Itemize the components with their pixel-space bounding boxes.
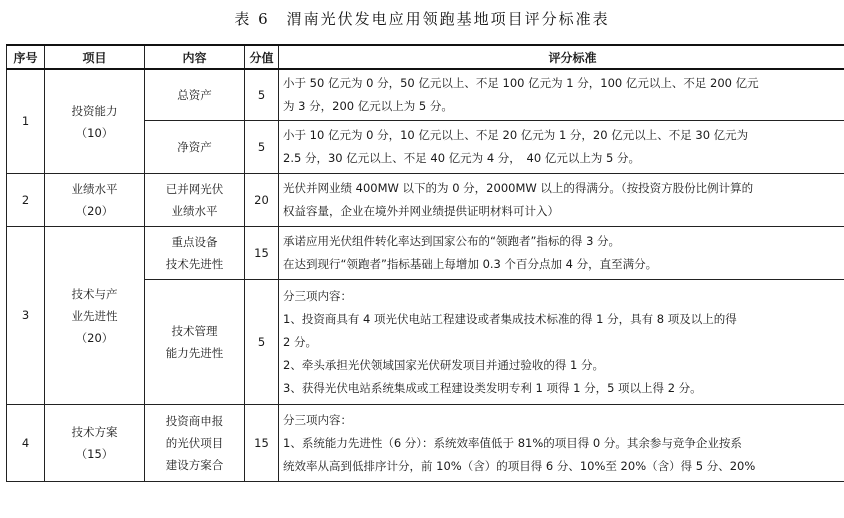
row-seq: 2 <box>7 174 45 227</box>
item-line: 技术方案 <box>71 425 118 439</box>
row-criteria <box>279 280 844 405</box>
row-content <box>145 227 245 280</box>
content-line: 总资产 <box>177 87 212 102</box>
row-score: 5 <box>245 280 279 405</box>
header-item: 项目 <box>45 45 145 69</box>
row-item <box>45 69 145 174</box>
row-item <box>45 174 145 227</box>
row-score: 5 <box>245 69 279 121</box>
row-criteria <box>279 227 844 280</box>
criteria-line: 小于 10 亿元为 0 分，10 亿元以上、不足 20 亿元为 1 分，20 亿元以上、不足 30 亿元为 <box>283 128 749 142</box>
table-row <box>7 405 844 482</box>
criteria-line: 分三项内容： <box>283 288 352 303</box>
table-title: 表 6 渭南光伏发电应用领跑基地项目评分标准表 <box>234 10 610 28</box>
criteria-line: 1、系统能力先进性（6 分）：系统效率值低于 81%的项目得 0 分。其余参与竞争企业按系 <box>283 435 742 450</box>
row-criteria <box>279 121 844 174</box>
row-score: 15 <box>245 405 279 482</box>
header-score: 分值 <box>245 45 279 69</box>
row-content <box>145 405 245 482</box>
row-content <box>145 121 245 174</box>
content-line: 能力先进性 <box>165 346 224 360</box>
content-line: 投资商申报 <box>165 414 224 428</box>
row-seq: 4 <box>7 405 45 482</box>
content-line: 技术管理 <box>171 324 218 338</box>
criteria-line: 权益容量，企业在境外并网业绩提供证明材料可计入） <box>283 204 559 218</box>
header-criteria: 评分标准 <box>279 45 844 69</box>
row-seq: 3 <box>7 227 45 405</box>
row-content <box>145 280 245 405</box>
header-seq: 序号 <box>7 45 45 69</box>
criteria-line: 2.5 分，30 亿元以上、不足 40 亿元为 4 分， 40 亿元以上为 5 分。 <box>283 151 640 165</box>
table-row <box>7 69 844 121</box>
content-line: 重点设备 <box>171 235 218 249</box>
table-row <box>7 174 844 227</box>
criteria-line: 为 3 分，200 亿元以上为 5 分。 <box>283 99 453 113</box>
row-content <box>145 174 245 227</box>
criteria-line: 光伏并网业绩 400MW 以下的为 0 分，2000MW 以上的得满分。（按投资方股份比例计算的 <box>283 181 754 195</box>
criteria-line: 分三项内容： <box>283 412 352 427</box>
content-line: 的光伏项目 <box>165 436 224 450</box>
criteria-line: 在达到现行“领跑者”指标基础上每增加 0.3 个百分点加 4 分，直至满分。 <box>283 257 658 271</box>
table-row <box>7 227 844 280</box>
header-content: 内容 <box>145 45 245 69</box>
content-line: 净资产 <box>177 139 212 154</box>
criteria-line: 小于 50 亿元为 0 分，50 亿元以上、不足 100 亿元为 1 分，100 亿元以上、不足 200 亿元 <box>283 76 759 90</box>
content-line: 已并网光伏 <box>165 182 224 196</box>
header-row <box>7 45 844 69</box>
row-item <box>45 227 145 405</box>
row-criteria <box>279 174 844 227</box>
criteria-line: 统效率从高到低排序计分，前 10%（含）的项目得 6 分、10%至 20%（含）得 5 分、20% <box>283 458 756 473</box>
content-line: 建设方案合 <box>165 458 224 472</box>
item-line: （20） <box>75 330 114 345</box>
criteria-line: 2、牵头承担光伏领域国家光伏研发项目并通过验收的得 1 分。 <box>283 357 604 372</box>
item-line: 投资能力 <box>71 103 118 118</box>
item-line: （20） <box>75 204 114 218</box>
row-content <box>145 69 245 121</box>
content-line: 业绩水平 <box>171 204 218 218</box>
criteria-line: 承诺应用光伏组件转化率达到国家公布的“领跑者”指标的得 3 分。 <box>283 234 621 248</box>
row-criteria <box>279 405 844 482</box>
scoring-table <box>6 44 844 482</box>
row-criteria <box>279 69 844 121</box>
row-seq: 1 <box>7 69 45 174</box>
item-line: （15） <box>75 447 114 461</box>
item-line: 技术与产 <box>71 286 118 301</box>
item-line: 业先进性 <box>71 308 118 323</box>
criteria-line: 2 分。 <box>283 334 317 349</box>
content-line: 技术先进性 <box>165 257 224 271</box>
criteria-line: 1、投资商具有 4 项光伏电站工程建设或者集成技术标准的得 1 分，具有 8 项及以上的得 <box>283 311 737 326</box>
row-score: 15 <box>245 227 279 280</box>
row-item <box>45 405 145 482</box>
item-line: （10） <box>75 125 114 140</box>
item-line: 业绩水平 <box>71 182 118 196</box>
row-score: 20 <box>245 174 279 227</box>
row-score: 5 <box>245 121 279 174</box>
criteria-line: 3、获得光伏电站系统集成或工程建设类发明专利 1 项得 1 分，5 项以上得 2 分。 <box>283 380 702 395</box>
